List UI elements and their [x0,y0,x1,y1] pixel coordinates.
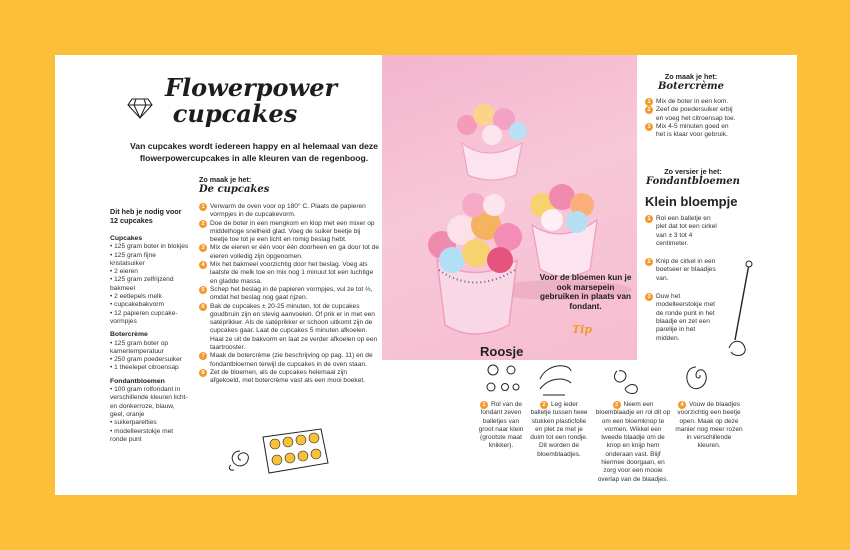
method-column [199,175,379,386]
roosje-title: Roosje [480,344,524,359]
flattened-petals-icon [535,361,575,397]
list-item: • suikerparelties [110,419,190,427]
step-item: 3 Mix de eieren er één voor één doorheen en ga door tot de eieren volledig zijn opgenomen. [199,244,379,261]
botercreme-title: Botercrème [657,81,725,92]
rose-doodle-icon [225,445,255,473]
roosje-step-1: 1 Rol van de fondant zeven balletjes van groot naar klein (grootste maat knikker). [478,401,524,450]
rolled-bud-icon [607,361,643,397]
botercreme-section [645,72,737,139]
cupcakes-illustration [382,55,637,360]
botercreme-kicker: Zo maak je het: [664,72,718,81]
list-item: • 250 gram poedersuiker [110,356,190,364]
group-title: Botercrème [110,331,148,339]
step-item: 5 Schep het beslag in de papieren vormpjes, vul ze tot ⅔, omdat het beslag nog gaat rijzen. [199,286,379,303]
step-item: 7 Maak de botercrème (zie beschrijving op pag. 11) en de fondantbloemen terwijl de cupcakes in de oven staan. [199,352,379,369]
step-item: 8 Zet de bloemen, als de cupcakes helemaal zijn afgekoeld, met botercrème vast als een mooi boeket. [199,369,379,386]
group-title: Cupcakes [110,235,143,242]
list-item: • 1 theelepel citroensap [110,364,190,372]
list-item: • 12 papieren cupcake-vormpjes [110,310,190,327]
method-kicker: Zo maak je het: [199,175,252,184]
step-item: 2 Doe de boter in een mengkom en klop met een mixer op middelhoge snelheid glad. Voeg de suiker beetje bij beetje toe tot je een licht en romig beslag hebt. [199,220,379,245]
modelling-tool-icon [727,260,759,360]
step-item: 1 Verwarm de oven voor op 180° C. Plaats de papieren vormpjes in de cupcakevorm. [199,203,379,220]
method-steps [199,203,379,386]
step-number: 2 [645,106,653,114]
step-number: 3 [199,244,207,252]
tip-label: Tip [571,323,593,336]
list-item: • modelleerstokje met ronde punt [110,428,190,445]
step-item: 3 Mix 4-5 minuten goed en het is klaar voor gebruik. [645,123,737,140]
step-number: 2 [540,401,548,409]
step-number: 1 [645,215,653,223]
step-number: 3 [645,293,653,301]
balls-icon [483,363,523,395]
step-number: 2 [645,258,653,266]
method-title: De cupcakes [199,184,270,195]
step-number: 7 [199,352,207,360]
step-number: 1 [199,203,207,211]
list-item: • 125 gram fijne kristalsuiker [110,252,190,269]
step-number: 4 [199,261,207,269]
step-number: 2 [199,220,207,228]
ingredients-heading: Dit heb je nodig voor 12 cupcakes [110,207,182,225]
list-item: • cupcakebakvorm [110,301,190,309]
step-number: 4 [678,401,686,409]
list-item: • 125 gram boter op kamertemperatuur [110,340,190,357]
list-item: • 2 eieren [110,268,190,276]
step-item: 1 Mix de boter in een kom. [645,98,737,106]
roosje-step-2: 2 Leg ieder balletje tussen twee stukken plasticfolie en plet ze met je duim tot een rondje. Dit worden de bloemblaadjes. [530,401,588,458]
ingredient-group-cupcakes [110,235,190,326]
step-item: 3 Duw het modelleerstokje met de ronde punt in het blaadje en zet een parelije in het midden. [645,293,719,343]
open-rose-icon [681,361,711,393]
page-title: Flowerpower cupcakes [165,73,338,128]
step-item: 2 Knip de cirkel in een boetseer er blaadjes van. [645,258,719,283]
list-item: • 2 eetlepels melk [110,293,190,301]
step-item: 2 Zeef de poedersuiker erbij en voeg het citroensap toe. [645,106,737,123]
ingredient-group-botercreme [110,331,190,372]
ingredient-group-fondant [110,378,190,444]
mold-tray-icon [259,427,331,477]
group-title: Fondantbloemen [110,377,165,385]
diamond-icon [127,97,153,119]
step-item: 6 Bak de cupcakes ± 20-25 minuten, tot de cupcakes goudbruin zijn en stevig aanvoelen. Of prik er in met een satéprikker. Als de satéprikker er schoon uitkomt zijn de cupcakes gaar. Laat de cupcakes 5 minuten afkoelen. Haal ze uit de bakvorm en laat ze verder afkoelen op een taartrooster. [199,303,379,353]
klein-bloempje-title: Klein bloempje [645,194,738,209]
list-item: • 125 gram zelfrijzend bakmeel [110,276,190,293]
tip-box [527,323,637,336]
intro-text: Van cupcakes wordt iedereen happy en al helemaal van deze flowerpowercupcakes in alle kleuren van de regenboog. [130,141,378,163]
step-item: 4 Mix het bakmeel voorzichtig door het beslag. Voeg als laatste de melk toe en mix nog 1 minuut tot een luchtige en gladde massa. [199,261,379,286]
ingredients-column [110,207,190,444]
recipe-spread [55,55,797,495]
step-number: 5 [199,286,207,294]
list-item: • 125 gram boter in blokjes [110,243,190,251]
list-item: • 100 gram rolfondant in verschillende kleuren licht- en donkerroze, blauw, geel, oranje [110,386,190,419]
tip-text: Voor de bloemen kun je ook marsepein gebruiken in plaats van fondant. [539,273,632,311]
roosje-step-4: 4 Vouw de blaadjes voorzichtig een beetje open. Maak op deze manier nog meer rozen in verschillende kleuren. [675,401,743,450]
step-number: 1 [645,98,653,106]
fondant-title: Fondantbloemen [646,176,740,187]
cupcakes-photo [382,55,637,360]
fondant-kicker: Zo versier je het: [664,167,722,176]
step-item: 1 Rol een balletje en plet dat tot een cirkel van ± 3 tot 4 centimeter. [645,215,719,248]
roosje-step-3: 3 Neem een bloemblaadje en rol dit op om een bloemknop te vormen. Wikkel een tweede blaadje om de knop en knijp hem onderaan vast. Blijf hiermee doorgaan, en zorg voor een mooie overlap van de blaadjes. [595,401,671,483]
tip-text-box [538,273,633,311]
step-number: 1 [480,401,488,409]
step-number: 3 [645,123,653,131]
step-number: 6 [199,303,207,311]
step-number: 3 [613,401,621,409]
step-number: 8 [199,369,207,377]
